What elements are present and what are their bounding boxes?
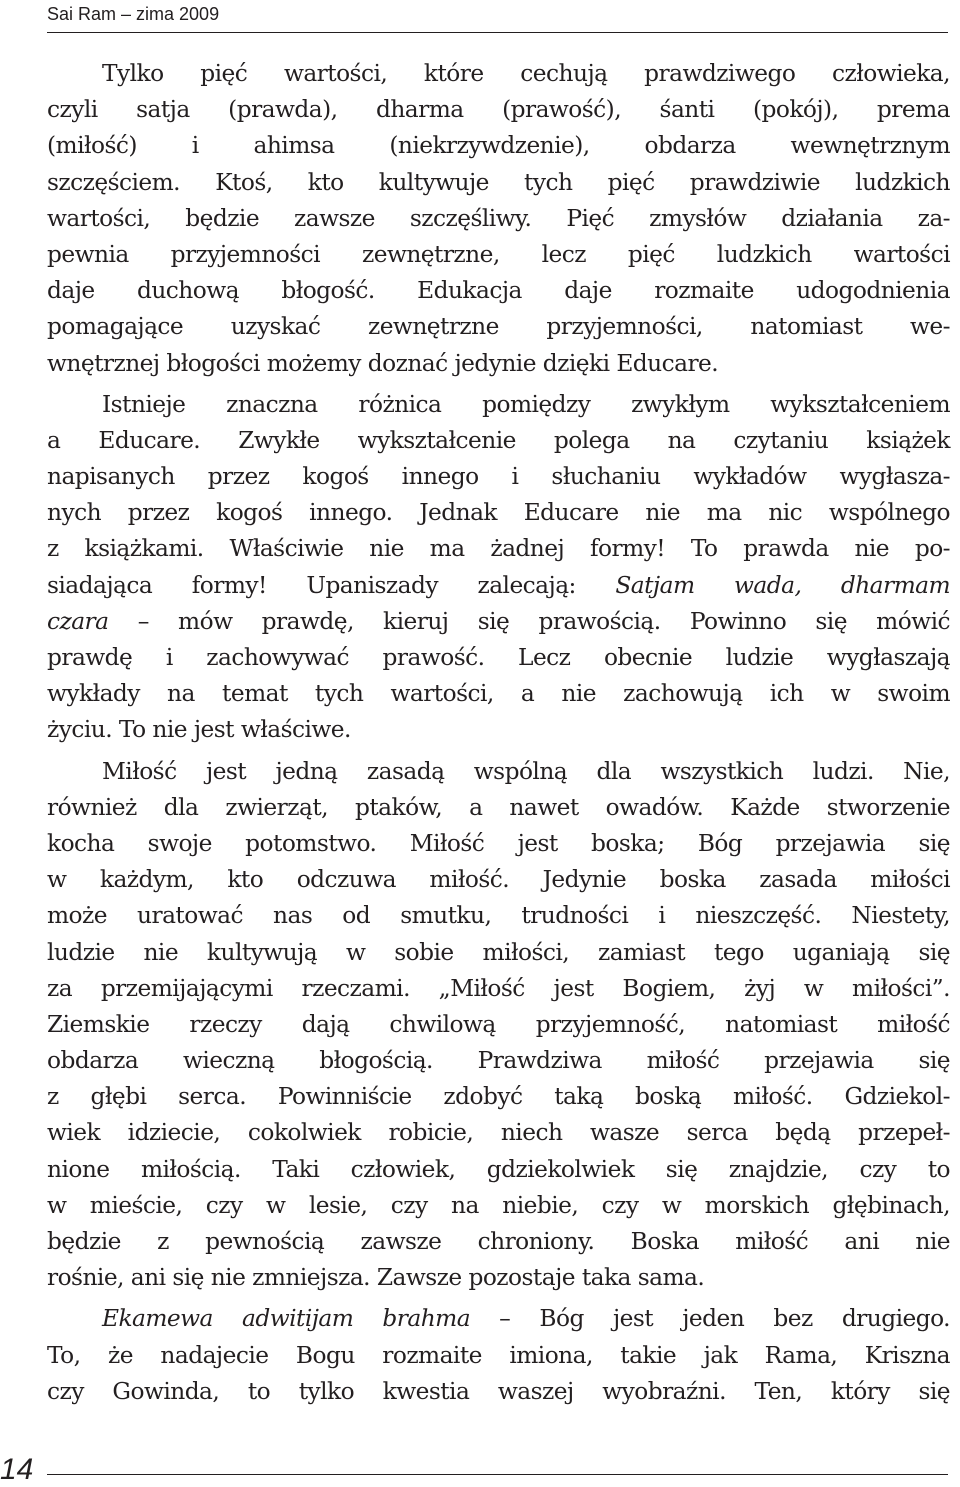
text-line: pomagające uzyskać zewnętrzne przyjemności, natomiast we- <box>47 313 950 341</box>
text-line: napisanych przez kogoś innego i słuchaniu wykładów wygłasza- <box>47 463 950 491</box>
italic-quote: Ekamewa adwitijam brahma <box>102 1305 471 1333</box>
text-line: czyli satja (prawda), dharma (prawość), śanti (pokój), prema <box>47 96 950 124</box>
text-line: nione miłością. Taki człowiek, gdziekolwiek się znajdzie, czy to <box>47 1155 950 1183</box>
text-line: Miłość jest jedną zasadą wspólną dla wszystkich ludzi. Nie, <box>102 757 950 785</box>
text-line: (miłość) i ahimsa (niekrzywdzenie), obdarza wewnętrznym <box>47 132 950 160</box>
text-line-with-italic <box>47 1301 950 1337</box>
text-segment: siadająca formy! Upaniszady zalecają: <box>47 571 616 599</box>
text-line: pewnia przyjemności zewnętrzne, lecz pięć ludzkich wartości <box>47 240 950 268</box>
text-line: Tylko pięć wartości, które cechują prawdziwego człowieka, <box>102 60 950 87</box>
text-line: To, że nadajecie Bogu rozmaite imiona, takie jak Rama, Kriszna <box>47 1341 950 1369</box>
text-line: rośnie, ani się nie zmniejsza. Zawsze pozostaje taka sama. <box>47 1264 705 1292</box>
text-line: czy Gowinda, to tylko kwestia waszej wyobraźni. Ten, który się <box>47 1377 950 1405</box>
footer-rule <box>47 1474 948 1475</box>
text-line: w każdym, kto odczuwa miłość. Jedynie boska zasada miłości <box>47 866 950 894</box>
text-line: życiu. To nie jest właściwe. <box>47 716 351 744</box>
text-line: wiek idziecie, cokolwiek robicie, niech wasze serca będą przepeł- <box>47 1119 950 1147</box>
text-line: kocha swoje potomstwo. Miłość jest boska; Bóg przejawia się <box>47 829 950 857</box>
text-line: ludzie nie kultywują w sobie miłości, zamiast tego uganiają się <box>47 938 950 966</box>
italic-quote: Satjam wada, dharmam <box>615 571 951 599</box>
text-line: wykłady na temat tych wartości, a nie zachowują ich w swoim <box>47 680 950 708</box>
text-segment: – Bóg jest jeden bez drugiego. <box>470 1305 951 1333</box>
text-line: daje duchową błogość. Edukacja daje rozmaite udogodnienia <box>47 277 950 305</box>
text-line: w mieście, czy w lesie, czy na niebie, czy w morskich głębinach, <box>47 1191 950 1219</box>
text-line: nych przez kogoś innego. Jednak Educare nie ma nic wspólnego <box>47 499 950 527</box>
text-line: za przemijającymi rzeczami. „Miłość jest Bogiem, żyj w miłości”. <box>47 974 950 1002</box>
text-line: z książkami. Właściwie nie ma żadnej formy! To prawda nie po- <box>47 535 950 563</box>
page-number: 14 <box>0 1453 34 1486</box>
text-line: z głębi serca. Powinniście zdobyć taką boską miłość. Gdziekol- <box>47 1083 950 1111</box>
text-line: Ziemskie rzeczy dają chwilową przyjemność, natomiast miłość <box>47 1010 950 1038</box>
text-line: szczęściem. Ktoś, kto kultywuje tych pięć prawdziwie ludzkich <box>47 168 950 196</box>
text-segment: mów prawdę, kieruj się prawością. Powinno się mówić <box>148 607 950 635</box>
text-line: będzie z pewnością zawsze chroniony. Boska miłość ani nie <box>47 1228 950 1255</box>
text-line: prawdę i zachowywać prawość. Lecz obecnie ludzie wygłaszają <box>47 644 950 671</box>
text-line-with-italic <box>47 568 950 604</box>
text-line: wartości, będzie zawsze szczęśliwy. Pięć zmysłów działania za- <box>47 204 950 232</box>
header-rule <box>47 32 948 33</box>
text-line: może uratować nas od smutku, trudności i nieszczęść. Niestety, <box>47 902 950 930</box>
text-line-with-italic: czara – mów prawdę, kieruj się prawością. Powinno się mówić <box>47 607 950 635</box>
text-line: obdarza wieczną błogością. Prawdziwa miłość przejawia się <box>47 1047 950 1075</box>
text-line: wnętrznej błogości możemy doznać jedynie dzięki Educare. <box>47 349 719 377</box>
text-line: a Educare. Zwykłe wykształcenie polega na czytaniu książek <box>47 426 950 454</box>
running-header: Sai Ram – zima 2009 <box>47 4 220 24</box>
italic-quote: czara <box>47 607 109 635</box>
article-body <box>47 56 950 1410</box>
text-line: Istnieje znaczna różnica pomiędzy zwykłym wykształceniem <box>102 390 950 418</box>
text-line: również dla zwierząt, ptaków, a nawet owadów. Każde stworzenie <box>47 793 950 821</box>
